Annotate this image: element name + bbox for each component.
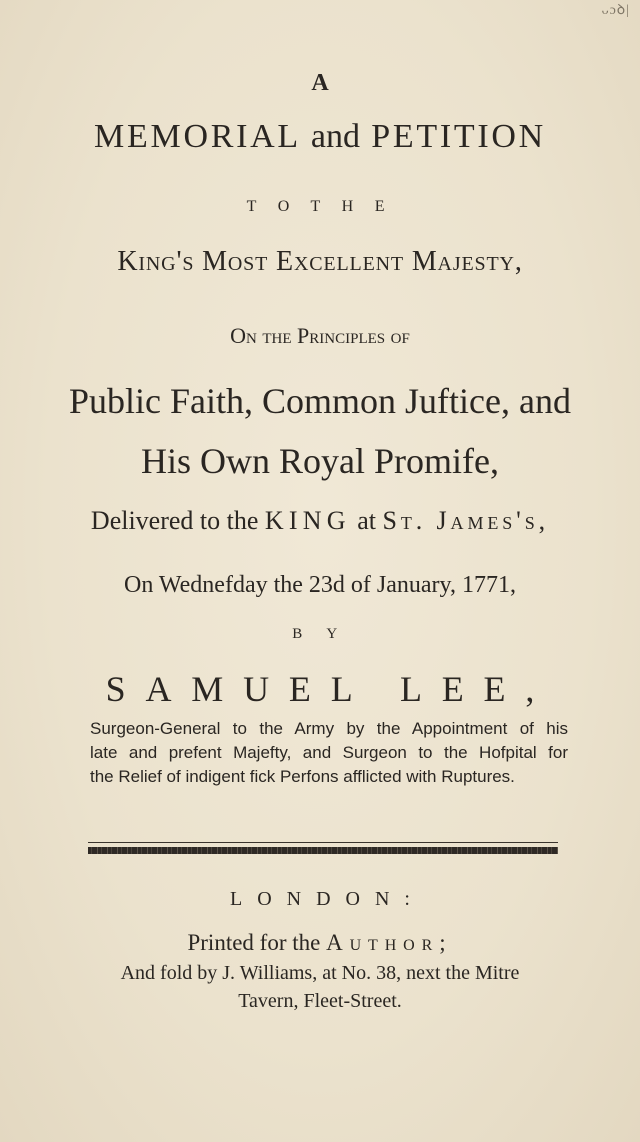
to-the-line: T O T H E: [246, 198, 394, 215]
title-part-2: PETITION: [371, 118, 546, 155]
imprint-city: LONDON:: [230, 888, 425, 910]
credentials-line: the Relief of indigent fick Perfons afflicted with Ruptures.: [90, 767, 515, 786]
delivered-place: St. James's,: [382, 506, 550, 535]
principles-line-2: His Own Royal Promife,: [141, 441, 499, 481]
printed-for-line: [0, 930, 640, 956]
author-credentials: [90, 717, 568, 789]
principles-line-1: Public Faith, Common Juftice, and: [69, 381, 571, 421]
credentials-line: Surgeon-General to the Army by the Appointment of his: [90, 719, 568, 738]
article: A: [311, 70, 329, 96]
tavern-line: Tavern, Fleet-Street.: [238, 990, 402, 1012]
printed-for-author: Author;: [326, 930, 453, 955]
king-word: KING: [264, 506, 351, 535]
author-name: SAMUEL LEE,: [105, 669, 555, 709]
principles-heading: On the Principles of: [230, 323, 410, 348]
delivered-prefix: Delivered to the: [90, 506, 259, 535]
title-part-1: MEMORIAL: [94, 118, 300, 155]
main-title: [0, 118, 640, 156]
addressee-line: King's Most Excellent Majesty,: [117, 246, 523, 277]
ornamental-rule: [88, 842, 558, 856]
title-and: and: [310, 118, 360, 155]
delivered-line: [0, 506, 640, 536]
by-line: B Y: [292, 626, 348, 642]
date-line: On Wednefday the 23d of January, 1771,: [124, 572, 516, 598]
library-stamp: ᴗɔꝺ|: [601, 3, 630, 18]
printed-prefix: Printed for the: [187, 930, 321, 955]
credentials-line: late and prefent Majefty, and Surgeon to the Hofpital for: [90, 743, 568, 762]
sold-by-line: And fold by J. Williams, at No. 38, next the Mitre: [120, 962, 520, 984]
delivered-at: at: [357, 506, 376, 535]
